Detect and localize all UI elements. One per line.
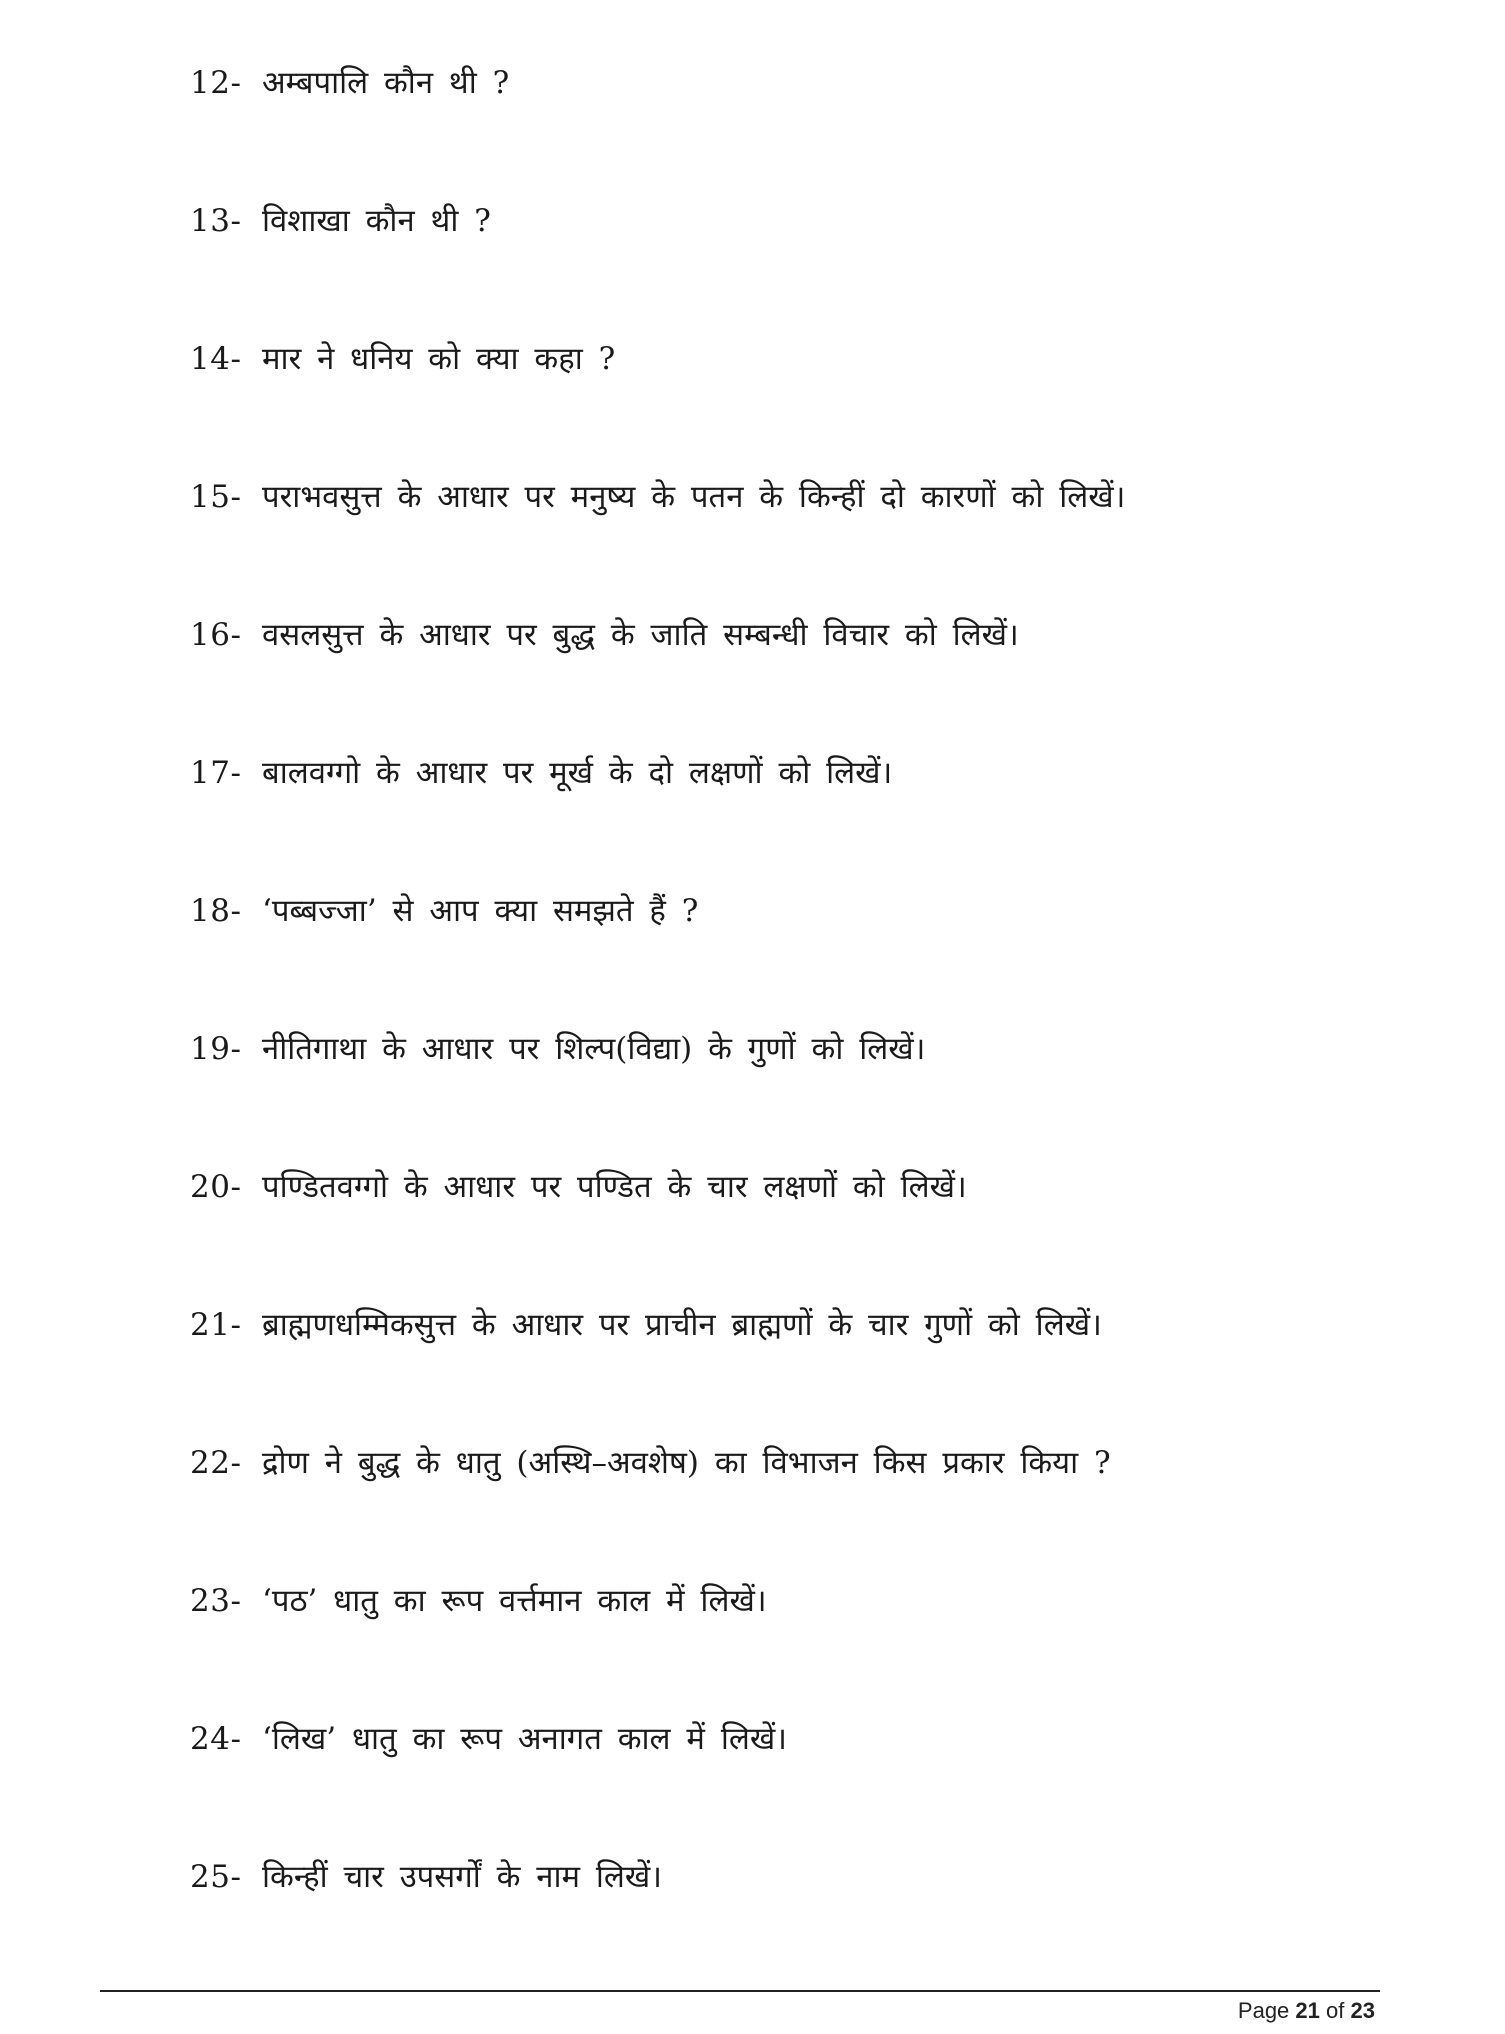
footer-divider (100, 1990, 1380, 1992)
question-item (190, 200, 1410, 338)
question-number: 22- (190, 1445, 242, 1481)
question-text: किन्हीं चार उपसर्गों के नाम लिखें। (262, 1859, 663, 1895)
question-number: 25- (190, 1859, 242, 1895)
question-number: 21- (190, 1307, 242, 1343)
question-text: ‘पठ’ धातु का रूप वर्त्तमान काल में लिखें। (262, 1583, 767, 1619)
question-text: द्रोण ने बुद्ध के धातु (अस्थि–अवशेष) का विभाजन किस प्रकार किया ? (262, 1445, 1111, 1481)
question-number: 12- (190, 65, 242, 101)
question-text: ब्राह्मणधम्मिकसुत्त के आधार पर प्राचीन ब्राह्मणों के चार गुणों को लिखें। (262, 1307, 1102, 1343)
question-number: 18- (190, 893, 242, 929)
question-text: ‘लिख’ धातु का रूप अनागत काल में लिखें। (262, 1721, 787, 1757)
page-footer (1238, 1998, 1375, 2024)
question-number: 24- (190, 1721, 242, 1757)
question-item (190, 1856, 1410, 1994)
question-item (190, 1580, 1410, 1718)
question-text: ‘पब्बज्जा’ से आप क्या समझते हैं ? (262, 893, 699, 929)
question-item (190, 1718, 1410, 1856)
question-number: 16- (190, 617, 242, 653)
question-item (190, 1442, 1410, 1580)
question-number: 17- (190, 755, 242, 791)
question-text: विशाखा कौन थी ? (262, 203, 491, 239)
question-text: बालवग्गो के आधार पर मूर्ख के दो लक्षणों को लिखें। (262, 755, 893, 791)
of-label: of (1326, 1998, 1345, 2023)
question-item (190, 338, 1410, 476)
question-number: 14- (190, 341, 242, 377)
question-number: 13- (190, 203, 242, 239)
question-item (190, 614, 1410, 752)
question-number: 19- (190, 1031, 242, 1067)
question-text: अम्बपालि कौन थी ? (262, 65, 510, 101)
question-item (190, 62, 1410, 200)
question-number: 15- (190, 479, 242, 515)
question-item (190, 1028, 1410, 1166)
question-number: 23- (190, 1583, 242, 1619)
question-item (190, 1304, 1410, 1442)
question-list (190, 62, 1410, 1994)
question-text: पराभवसुत्त के आधार पर मनुष्य के पतन के किन्हीं दो कारणों को लिखें। (262, 479, 1126, 515)
question-number: 20- (190, 1169, 242, 1205)
question-text: वसलसुत्त के आधार पर बुद्ध के जाति सम्बन्धी विचार को लिखें। (262, 617, 1019, 653)
total-pages-number: 23 (1350, 1998, 1375, 2023)
question-text: मार ने धनिय को क्या कहा ? (262, 341, 616, 377)
question-text: पण्डितवग्गो के आधार पर पण्डित के चार लक्षणों को लिखें। (262, 1169, 967, 1205)
question-item (190, 890, 1410, 1028)
page-label: Page (1237, 1998, 1290, 2023)
question-item (190, 476, 1410, 614)
current-page-number: 21 (1295, 1998, 1320, 2023)
question-item (190, 1166, 1410, 1304)
question-item (190, 752, 1410, 890)
question-text: नीतिगाथा के आधार पर शिल्प(विद्या) के गुणों को लिखें। (262, 1031, 926, 1067)
